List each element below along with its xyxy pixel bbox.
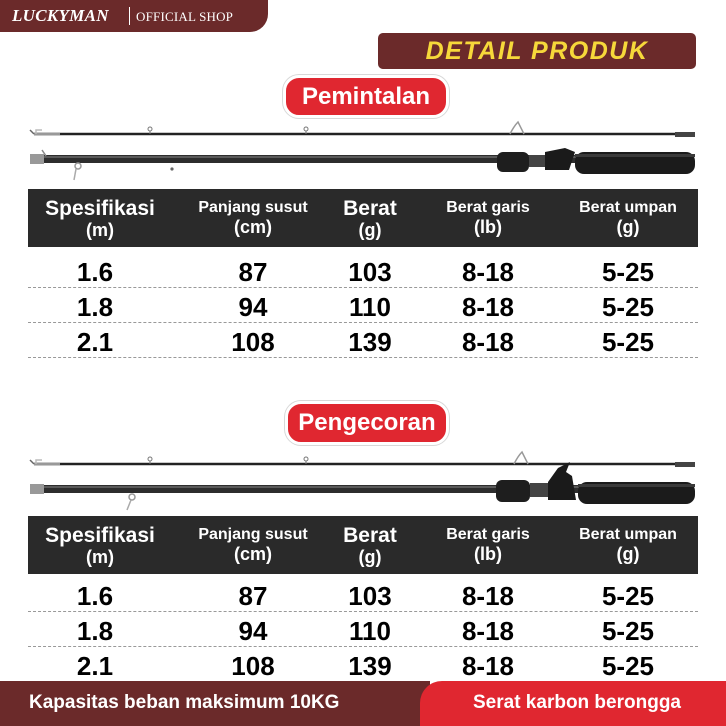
cell-length: 87 <box>238 257 268 287</box>
cell-lure: 5-25 <box>601 327 655 357</box>
cell-spec: 1.6 <box>76 581 114 611</box>
cell-line: 8-18 <box>461 581 515 611</box>
header-line-weight: Berat garis (lb) <box>446 199 530 237</box>
cell-length: 94 <box>238 292 268 322</box>
cell-weight: 110 <box>349 616 391 646</box>
cell-weight: 110 <box>349 292 391 322</box>
cell-lure: 5-25 <box>601 292 655 322</box>
shop-brand: LUCKYMAN <box>12 6 109 25</box>
table-row <box>28 612 698 647</box>
header-spec: Spesifikasi (m) <box>45 523 155 567</box>
cell-lure: 5-25 <box>601 616 655 646</box>
cell-lure: 5-25 <box>601 651 655 681</box>
cell-spec: 1.8 <box>76 616 114 646</box>
cell-weight: 139 <box>348 651 392 681</box>
cell-line: 8-18 <box>461 651 515 681</box>
section-title-spinning: Pemintalan <box>283 75 449 118</box>
cell-length: 87 <box>238 581 268 611</box>
header-lure-weight: Berat umpan (g) <box>579 526 677 564</box>
footer-material: Serat karbon berongga <box>420 681 726 726</box>
header-length: Panjang susut (cm) <box>198 526 308 564</box>
cell-spec: 2.1 <box>76 651 114 681</box>
table-row <box>28 577 698 612</box>
table-row <box>28 253 698 288</box>
table-row <box>28 323 698 358</box>
cell-weight: 103 <box>348 581 392 611</box>
cell-line: 8-18 <box>461 616 515 646</box>
table-row <box>28 647 698 681</box>
header-line-weight: Berat garis (lb) <box>446 526 530 564</box>
casting-rod-image <box>0 442 726 512</box>
cell-line: 8-18 <box>461 327 515 357</box>
spec-table-header <box>28 189 698 247</box>
cell-lure: 5-25 <box>601 581 655 611</box>
cell-length: 94 <box>238 616 268 646</box>
shop-tab <box>0 0 268 32</box>
cell-spec: 1.8 <box>76 292 114 322</box>
header-lure-weight: Berat umpan (g) <box>579 199 677 237</box>
cell-length: 108 <box>231 651 275 681</box>
cell-spec: 2.1 <box>76 327 114 357</box>
detail-produk-banner: DETAIL PRODUK <box>378 33 696 69</box>
shop-subtitle: OFFICIAL SHOP <box>136 9 234 24</box>
header-weight: Berat (g) <box>343 196 397 240</box>
cell-length: 108 <box>231 327 275 357</box>
cell-lure: 5-25 <box>601 257 655 287</box>
footer-capacity: Kapasitas beban maksimum 10KG <box>0 681 430 726</box>
spec-table-header <box>28 516 698 574</box>
cell-weight: 103 <box>348 257 392 287</box>
cell-spec: 1.6 <box>76 257 114 287</box>
shop-divider <box>129 7 130 25</box>
section-title-casting: Pengecoran <box>285 401 449 445</box>
header-weight: Berat (g) <box>343 523 397 567</box>
header-length: Panjang susut (cm) <box>198 199 308 237</box>
table-row <box>28 288 698 323</box>
spinning-rod-image <box>0 112 726 182</box>
cell-line: 8-18 <box>461 257 515 287</box>
cell-weight: 139 <box>348 327 392 357</box>
cell-line: 8-18 <box>461 292 515 322</box>
header-spec: Spesifikasi (m) <box>45 196 155 240</box>
